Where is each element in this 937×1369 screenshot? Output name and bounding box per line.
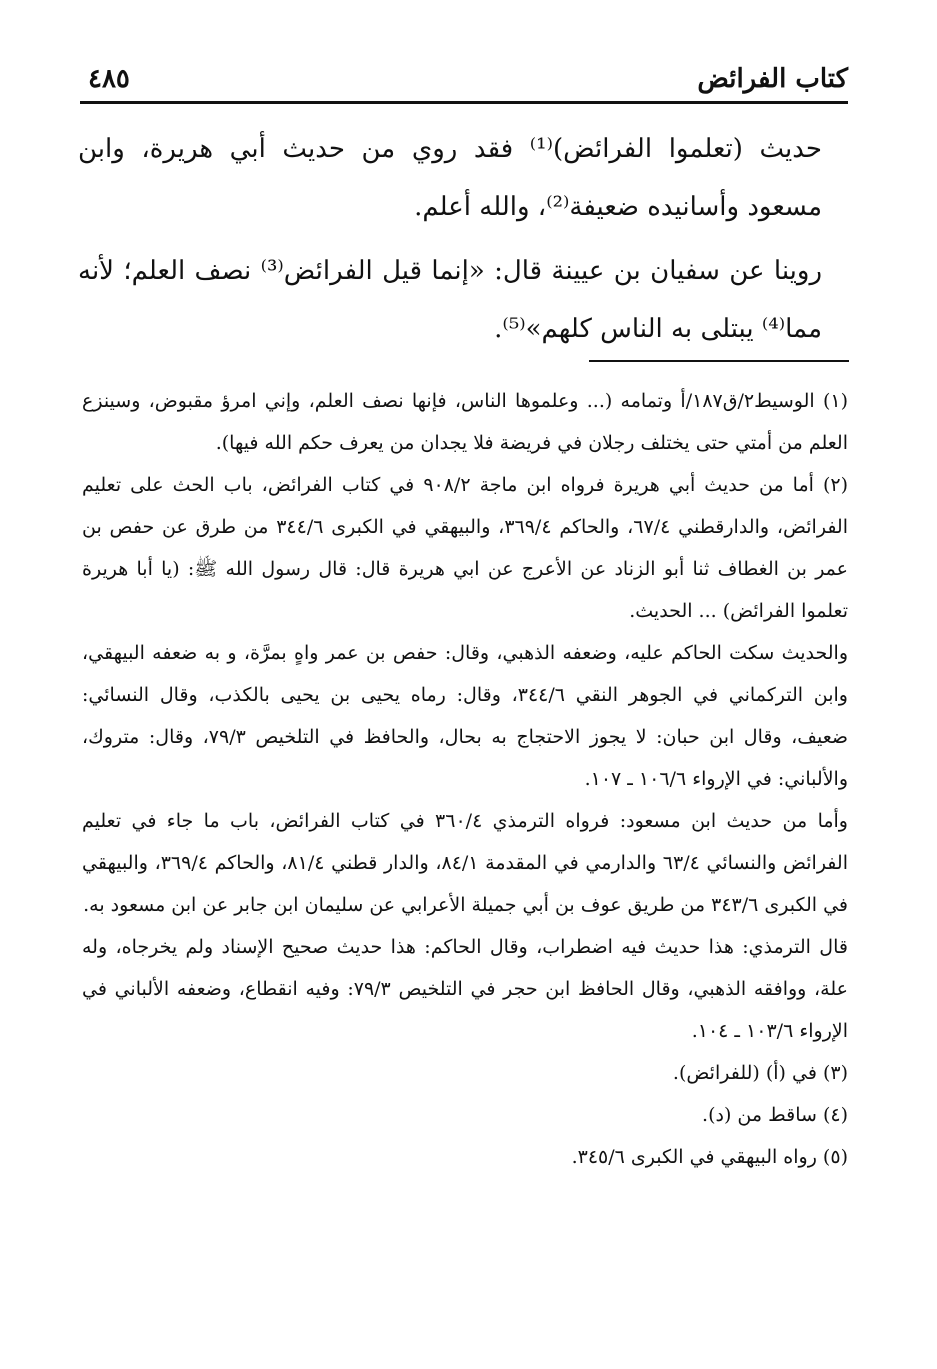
footnote-3: (٣) في (أ) (للفرائض). [672, 1062, 848, 1084]
footnote-2: (٢) أما من حديث أبي هريرة فرواه ابن ماجة ٩٠٨/٢ في كتاب الفرائض، باب الحث على تعليم الفرائض، والدارقطني ٦٧/٤، والحاكم ٣٦٩/٤، والبيهقي في الكبرى ٣٤٤/٦ من طرق عن حفص بن عمر بن الغطاف ثنا أبو الزناد عن الأعرج عن ابي هريرة قال: قال رسول الله ﷺ: (يا أبا هريرة تعلموا الفرائض) ... الحديث. [82, 474, 849, 622]
page-header [80, 62, 848, 104]
page-number: ٤٨٥ [88, 64, 130, 94]
footnote-5: (٥) رواه البيهقي في الكبرى ٣٤٥/٦. [571, 1146, 848, 1168]
footnote-4: (٤) ساقط من (د). [702, 1104, 848, 1126]
footnote-2-continued-b: وأما من حديث ابن مسعود: فرواه الترمذي ٣٦٠/٤ في كتاب الفرائض، باب ما جاء في تعليم الفرائض والنسائي ٦٣/٤ والدارمي في المقدمة ٨٤/١، والدار قطني ٨١/٤، والحاكم ٣٦٩/٤، والبيهقي في الكبرى ٣٤٣/٦ من طريق عوف بن أبي جميلة الأعرابي عن سليمان ابن جابر عن ابن مسعود به. [82, 810, 848, 916]
footnote-2-continued-c: قال الترمذي: هذا حديث فيه اضطراب، وقال الحاكم: هذا حديث صحيح الإسناد ولم يخرجاه، وله علة، ووافقه الذهبي، وقال الحافظ ابن حجر في التلخيص ٧٩/٣: وفيه انقطاع، وضعفه الألباني في الإرواء ١٠٣/٦ ـ ١٠٤. [82, 936, 848, 1042]
footnotes [82, 380, 848, 1178]
main-paragraph-1: حديث (تعلموا الفرائض)⁽¹⁾ فقد روي من حديث أبي هريرة، وابن مسعود وأسانيده ضعيفة⁽²⁾، والله أعلم. [78, 134, 823, 222]
footnote-2-continued-a: والحديث سكت الحاكم عليه، وضعفه الذهبي، وقال: حفص بن عمر واهٍ بمرَّة، و به ضعفه البيهقي، وابن التركماني في الجوهر النقي ٣٤٤/٦، وقال: رماه يحيى بن يحيى بالكذب، وقال النسائي: ضعيف، وقال ابن حبان: لا يجوز الاحتجاج به بحال، والحافظ في التلخيص ٧٩/٣، وقال: متروك، والألباني: في الإرواء ١٠٦/٦ ـ ١٠٧. [82, 642, 849, 790]
footnote-separator [589, 360, 849, 362]
header-rule [80, 101, 848, 104]
footnote-1: (١) الوسيط٢/ق١٨٧/أ وتمامه (... وعلموها الناس، فإنها نصف العلم، وإني امرؤ مقبوض، وسينزع العلم من أمتي حتى يختلف رجلان في فريضة فلا يجدان من يعرف حكم الله فيها). [82, 390, 849, 454]
main-text [78, 120, 848, 364]
main-paragraph-2: روينا عن سفيان بن عيينة قال: «إنما قيل الفرائض⁽³⁾ نصف العلم؛ لأنه مما⁽⁴⁾ يبتلى به الناس كلهم»⁽⁵⁾. [78, 256, 823, 344]
running-title: كتاب الفرائض [697, 64, 848, 94]
